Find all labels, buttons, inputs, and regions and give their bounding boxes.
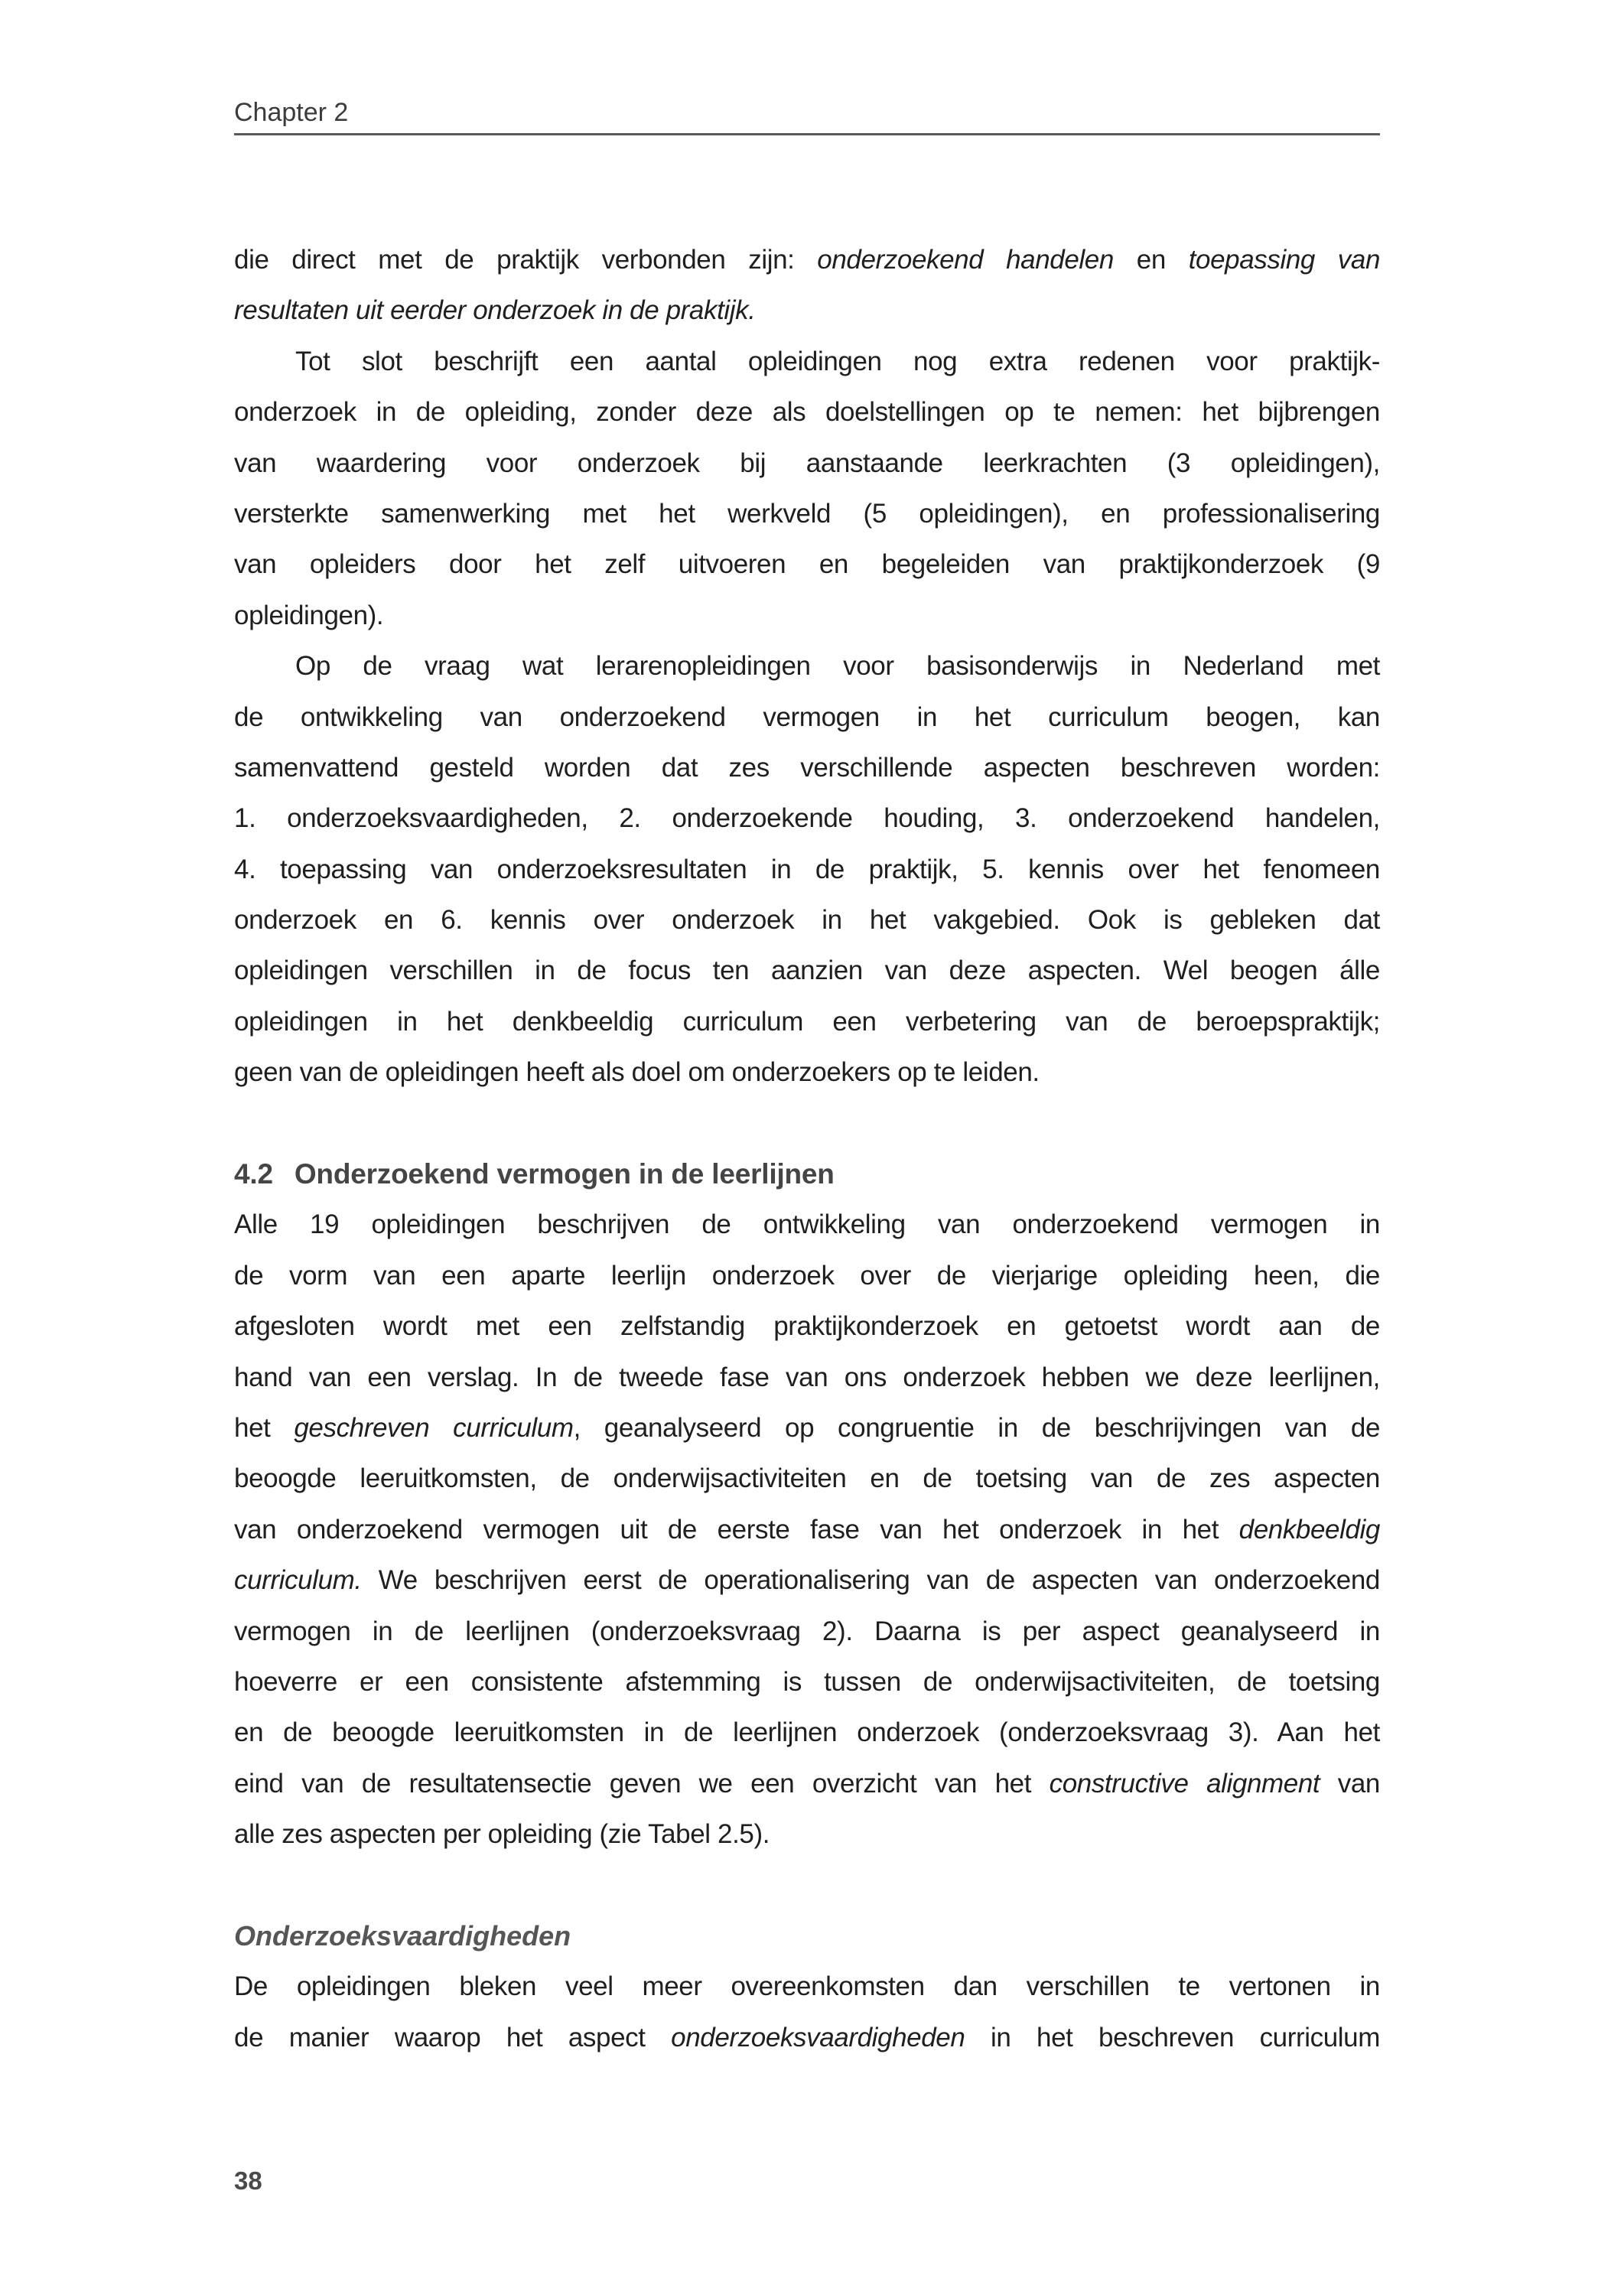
text-segment: hoeverre er een consistente afstemming is tussen de onderwijsactiviteiten, de toetsing [234,1666,1380,1697]
text-line [234,1301,1380,1352]
italic-text-segment: constructive alignment [1049,1768,1320,1799]
text-segment: de ontwikkeling van onderzoekend vermogen in het curriculum beogen, kan [234,702,1380,732]
text-line [234,946,1380,996]
text-segment: vermogen in de leerlijnen (onderzoeksvraag 2). Daarna is per aspect geanalyseerd in [234,1616,1380,1646]
text-line [234,438,1380,489]
text-segment: Op de vraag wat lerarenopleidingen voor basisonderwijs in Nederland met [295,651,1380,682]
text-segment: van [1320,1768,1380,1799]
text-line [234,337,1380,387]
text-segment: van onderzoekend vermogen uit de eerste fase van het onderzoek in het [234,1514,1239,1545]
section-title: Onderzoekend vermogen in de leerlijnen [294,1158,835,1190]
text-segment: geen van de opleidingen heeft als doel om onderzoekers op te leiden. [234,1057,1040,1088]
text-segment: de vorm van een aparte leerlijn onderzoek over de vierjarige opleiding heen, die [234,1260,1380,1291]
text-line [234,845,1380,895]
text-segment: de manier waarop het aspect [234,2022,672,2052]
text-line [234,1707,1380,1758]
text-segment: 4. toepassing van onderzoeksresultaten in de praktijk, 5. kennis over het fenomeen [234,854,1380,884]
text-segment: eind van de resultatensectie geven we een overzicht van het [234,1768,1050,1799]
text-segment: versterkte samenwerking met het werkveld (5 opleidingen), en professionalisering [234,498,1380,529]
text-segment: opleidingen in het denkbeeldig curriculum een verbetering van de beroepspraktijk; [234,1006,1380,1037]
text-line [234,1809,1380,1860]
italic-text-segment: onderzoeksvaardigheden [671,2022,965,2052]
text-segment: onderzoek in de opleiding, zonder deze als doelstellingen op te nemen: het bijbrengen [234,397,1380,428]
text-segment: afgesloten wordt met een zelfstandig praktijkonderzoek en getoetst wordt aan de [234,1311,1380,1342]
text-segment: opleidingen verschillen in de focus ten aanzien van deze aspecten. Wel beogen álle [234,955,1380,986]
text-segment: in het beschreven curriculum [965,2022,1380,2052]
text-segment: alle zes aspecten per opleiding (zie Tabel 2.5). [234,1819,770,1850]
text-line [234,1555,1380,1606]
text-segment: van opleiders door het zelf uitvoeren en begeleiden van praktijkonderzoek (9 [234,549,1380,580]
subsection-heading: Onderzoeksvaardigheden [234,1919,571,1952]
text-segment: We beschrijven eerst de operationalisering van de aspecten van onderzoekend [361,1565,1380,1596]
text-segment: 1. onderzoeksvaardigheden, 2. onderzoekende houding, 3. onderzoekend handelen, [234,803,1380,834]
text-segment: Alle 19 opleidingen beschrijven de ontwikkeling van onderzoekend vermogen in [234,1209,1380,1240]
text-segment: samenvattend gesteld worden dat zes verschillende aspecten beschreven worden: [234,752,1380,783]
text-line [234,235,1380,285]
text-line [234,793,1380,844]
text-line [234,539,1380,590]
text-segment: hand van een verslag. In de tweede fase van ons onderzoek hebben we deze leerlijnen, [234,1362,1380,1392]
text-column [234,235,1380,2063]
paragraph-spacer [234,1099,1380,1149]
text-line [234,743,1380,793]
running-head-chapter: Chapter 2 [234,98,349,127]
section-heading [234,1149,1380,1200]
text-segment: opleidingen). [234,600,384,630]
text-line [234,1505,1380,1555]
text-segment: De opleidingen bleken veel meer overeenkomsten dan verschillen te vertonen in [234,1971,1380,2002]
text-line [234,997,1380,1047]
text-segment: die direct met de praktijk verbonden zijn: [234,245,818,275]
text-line [234,387,1380,438]
page-number: 38 [234,2166,262,2195]
text-line [234,1251,1380,1301]
paragraph [234,1200,1380,1860]
text-line [234,489,1380,539]
text-segment: van waardering voor onderzoek bij aanstaande leerkrachten (3 opleidingen), [234,448,1380,478]
text-line [234,1200,1380,1250]
italic-text-segment: geschreven curriculum [294,1412,574,1443]
italic-text-segment: curriculum. [234,1565,362,1596]
italic-text-segment: denkbeeldig [1238,1514,1380,1545]
text-segment: , geanalyseerd op congruentie in de beschrijvingen van de [573,1412,1381,1443]
text-line [234,1353,1380,1403]
text-line [234,1403,1380,1454]
text-line [234,285,1380,336]
italic-text-segment: onderzoekend handelen [817,245,1114,275]
text-segment: Tot slot beschrijft een aantal opleidingen nog extra redenen voor praktijk- [295,346,1380,376]
paragraph [234,235,1380,1099]
italic-text-segment: toepassing van [1188,245,1381,275]
text-line [234,641,1380,692]
text-line [234,2013,1380,2063]
text-line [234,895,1380,946]
text-line [234,692,1380,743]
section-number: 4.2 [234,1158,273,1190]
text-segment: en [1113,245,1189,275]
italic-text-segment: resultaten uit eerder onderzoek in de praktijk. [234,295,756,326]
text-line [234,591,1380,641]
text-segment: het [234,1412,295,1443]
text-line [234,1606,1380,1657]
text-segment: beoogde leeruitkomsten, de onderwijsactiviteiten en de toetsing van de zes aspecten [234,1463,1380,1494]
text-line [234,1759,1380,1809]
text-segment: en de beoogde leeruitkomsten in de leerlijnen onderzoek (onderzoeksvraag 3). Aan het [234,1717,1380,1748]
text-segment: onderzoek en 6. kennis over onderzoek in het vakgebied. Ook is gebleken dat [234,905,1380,936]
paragraph [234,1961,1380,2063]
text-line [234,1454,1380,1504]
text-line [234,1961,1380,2012]
paragraph-spacer [234,1860,1380,1911]
header-rule [234,133,1380,135]
text-line [234,1047,1380,1098]
text-line [234,1657,1380,1707]
